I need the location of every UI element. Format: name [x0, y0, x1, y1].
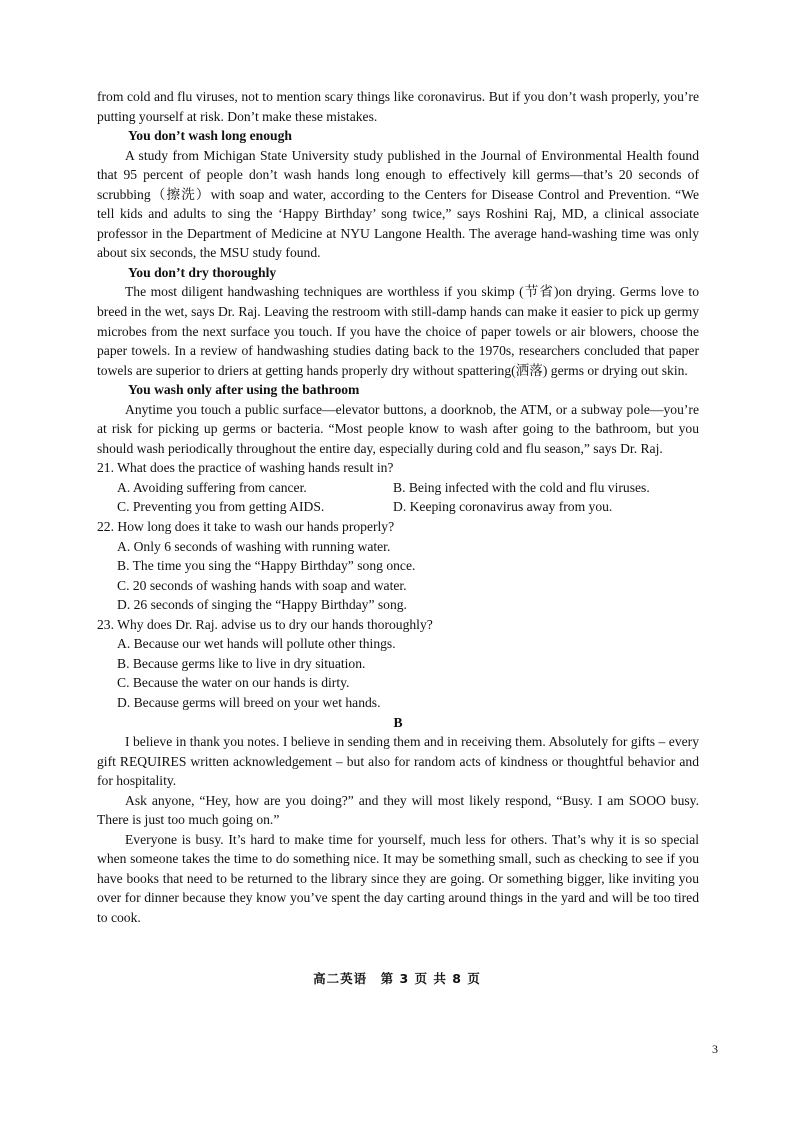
page-content: [97, 87, 699, 928]
section-heading-dry: You don’t dry thoroughly: [128, 264, 277, 280]
passage-b-letter: B: [393, 714, 403, 730]
option-d[interactable]: D. Because germs will breed on your wet hands.: [117, 694, 381, 710]
question-21: [97, 458, 699, 517]
page-number: 3: [712, 1042, 718, 1056]
option-a[interactable]: A. Avoiding suffering from cancer.: [117, 479, 307, 495]
section-heading-bathroom: You wash only after using the bathroom: [128, 382, 360, 398]
option-list: [97, 634, 699, 712]
option-a[interactable]: A. Only 6 seconds of washing with running water.: [117, 538, 391, 554]
option-b[interactable]: B. Being infected with the cold and flu viruses.: [393, 479, 650, 495]
question-stem: 21. What does the practice of washing hands result in?: [97, 460, 394, 476]
option-grid: [97, 478, 699, 517]
option-c[interactable]: C. 20 seconds of washing hands with soap and water.: [117, 577, 407, 593]
page-footer: 高二英语 第 3 页 共 8 页: [313, 971, 481, 986]
paragraph-bathroom: Anytime you touch a public surface—elevator buttons, a doorknob, the ATM, or a subway pole—you’re at risk for picking up germs or bacteria. “Most people know to wash after going to the bathroom, but you should wash periodically throughout the entire day, especially during cold and flu season,” says Dr. Raj.: [97, 401, 699, 456]
option-d[interactable]: D. Keeping coronavirus away from you.: [393, 499, 613, 515]
option-row: [117, 497, 699, 517]
paragraph-dry: The most diligent handwashing techniques are worthless if you skimp (节省)on drying. Germs love to breed in the wet, says Dr. Raj. Leaving the restroom with still-damp hands can make it easier to pick up germy microbes from the next surface you touch. If you have the choice of paper towels or air blowers, choose the paper towels. In a review of handwashing studies dating back to the 1970s, researchers concluded that paper towels are superior to driers at getting hands properly dry without spattering(洒落) germs or drying out skin.: [97, 284, 699, 378]
option-b[interactable]: B. Because germs like to live in dry situation.: [117, 655, 366, 671]
question-23: [97, 615, 699, 713]
question-stem: 22. How long does it take to wash our hands properly?: [97, 519, 395, 535]
option-row: [117, 478, 699, 498]
option-c[interactable]: C. Preventing you from getting AIDS.: [117, 499, 325, 515]
option-list: [97, 537, 699, 615]
section-heading-wash-long: You don’t wash long enough: [128, 128, 292, 144]
question-22: [97, 517, 699, 615]
option-d[interactable]: D. 26 seconds of singing the “Happy Birthday” song.: [117, 597, 407, 613]
passage-a-intro: from cold and flu viruses, not to mention scary things like coronavirus. But if you don’t wash properly, you’re putting yourself at risk. Don’t make these mistakes.: [97, 89, 699, 124]
passage-b-paragraph: Everyone is busy. It’s hard to make time for yourself, much less for others. That’s why it is so special when someone takes the time to do something nice. It may be something small, such as checking to see if you have books that need to be returned to the library since they are going. Or something bigger, like inviting you over for dinner because they know you’ve spent the day carting around things in the yard and will be too tired to cook.: [97, 831, 699, 925]
option-b[interactable]: B. The time you sing the “Happy Birthday” song once.: [117, 558, 416, 574]
passage-b-paragraph: Ask anyone, “Hey, how are you doing?” and they will most likely respond, “Busy. I am SOOO busy. There is just too much going on.”: [97, 792, 699, 828]
passage-b-paragraph: I believe in thank you notes. I believe in sending them and in receiving them. Absolutely for gifts – every gift REQUIRES written acknowledgement – but also for random acts of kindness or thoughtful behavior and for hospitality.: [97, 734, 699, 789]
question-stem: 23. Why does Dr. Raj. advise us to dry our hands thoroughly?: [97, 616, 433, 632]
option-c[interactable]: C. Because the water on our hands is dirty.: [117, 675, 350, 691]
paragraph-wash-long: A study from Michigan State University study published in the Journal of Environmental Health found that 95 percent of people don’t wash hands long enough to effectively kill germs—that’s 20 seconds of scrubbing（擦洗）with soap and water, according to the Centers for Disease Control and Prevention. “We tell kids and adults to sing the ‘Happy Birthday’ song twice,” says Roshini Raj, MD, a clinical associate professor in the Department of Medicine at NYU Langone Health. The average hand-washing time was only about six seconds, the MSU study found.: [97, 147, 699, 261]
option-a[interactable]: A. Because our wet hands will pollute other things.: [117, 636, 396, 652]
